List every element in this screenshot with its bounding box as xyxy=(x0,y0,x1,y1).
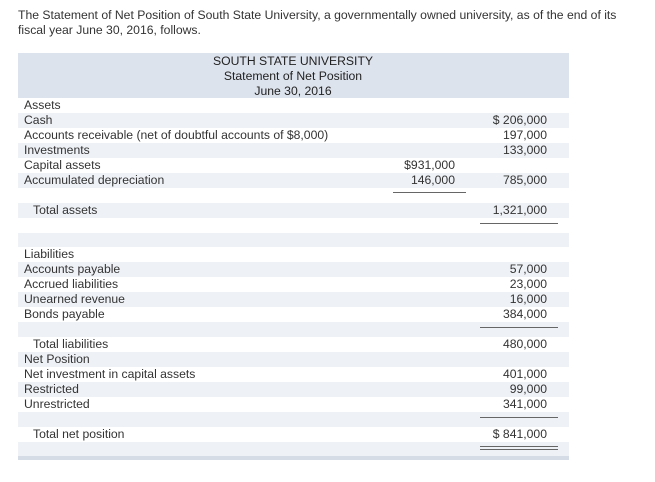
header-statement: Statement of Net Position xyxy=(223,69,363,83)
row-accounts-payable xyxy=(18,262,569,277)
row-label: Liabilities xyxy=(24,247,75,261)
spacer-row xyxy=(18,322,569,337)
row-label: Capital assets xyxy=(24,158,101,172)
underline xyxy=(480,417,558,418)
row-label: Total liabilities xyxy=(33,337,109,351)
row-net-investment xyxy=(18,367,569,382)
row-label: Assets xyxy=(24,98,61,112)
row-label: Accounts payable xyxy=(24,262,121,276)
row-total: $ 206,000 xyxy=(492,113,547,127)
row-total-liabilities xyxy=(18,337,569,352)
row-restricted xyxy=(18,382,569,397)
header-date: June 30, 2016 xyxy=(254,84,332,98)
table-bottom-border xyxy=(18,456,569,460)
statement-table xyxy=(18,53,569,457)
row-label: Net Position xyxy=(24,352,90,366)
underline xyxy=(393,192,466,193)
row-total: $ 841,000 xyxy=(492,427,547,441)
row-accrued-liabilities xyxy=(18,277,569,292)
row-investments xyxy=(18,143,569,158)
row-label: Investments xyxy=(24,143,90,157)
row-total: 480,000 xyxy=(502,337,547,351)
spacer-row xyxy=(18,188,569,203)
row-label: Bonds payable xyxy=(24,307,105,321)
row-label: Unrestricted xyxy=(24,397,90,411)
row-total: 57,000 xyxy=(509,262,547,276)
row-label: Total assets xyxy=(33,203,98,217)
row-label: Net investment in capital assets xyxy=(24,367,196,381)
row-total: 384,000 xyxy=(502,307,547,321)
row-unrestricted xyxy=(18,397,569,412)
row-cash xyxy=(18,113,569,128)
row-total: 16,000 xyxy=(509,292,547,306)
row-bonds-payable xyxy=(18,307,569,322)
row-label: Accumulated depreciation xyxy=(24,173,165,187)
row-accumulated-depreciation xyxy=(18,173,569,188)
section-net-position xyxy=(18,352,569,367)
underline xyxy=(480,327,558,328)
spacer-row xyxy=(18,442,569,457)
double-underline xyxy=(480,446,558,450)
row-total: 401,000 xyxy=(502,367,547,381)
row-label: Accounts receivable (net of doubtful accounts of $8,000) xyxy=(24,128,329,142)
row-total: 785,000 xyxy=(502,173,547,187)
row-detail: 146,000 xyxy=(410,173,455,187)
row-label: Accrued liabilities xyxy=(24,277,119,291)
row-label: Cash xyxy=(24,113,53,127)
section-liabilities xyxy=(18,247,569,262)
statement-header xyxy=(18,53,569,98)
row-total: 99,000 xyxy=(509,382,547,396)
row-accounts-receivable xyxy=(18,128,569,143)
row-total-net-position xyxy=(18,427,569,442)
problem-intro: The Statement of Net Position of South State University, a governmentally owned university, as of the end of its fiscal year June 30, 2016, follows. xyxy=(18,8,617,37)
section-assets xyxy=(18,98,569,113)
row-total: 23,000 xyxy=(509,277,547,291)
row-total: 133,000 xyxy=(502,143,547,157)
underline xyxy=(480,223,558,224)
row-detail: $931,000 xyxy=(404,158,455,172)
row-total: 341,000 xyxy=(502,397,547,411)
row-label: Unearned revenue xyxy=(24,292,125,306)
spacer-row xyxy=(18,218,569,233)
header-entity: SOUTH STATE UNIVERSITY xyxy=(212,54,374,68)
row-total: 197,000 xyxy=(502,128,547,142)
spacer-row xyxy=(18,233,569,247)
row-total: 1,321,000 xyxy=(492,203,547,217)
row-label: Total net position xyxy=(33,427,125,441)
row-capital-assets xyxy=(18,158,569,173)
row-unearned-revenue xyxy=(18,292,569,307)
row-label: Restricted xyxy=(24,382,79,396)
spacer-row xyxy=(18,412,569,427)
row-total-assets xyxy=(18,203,569,218)
